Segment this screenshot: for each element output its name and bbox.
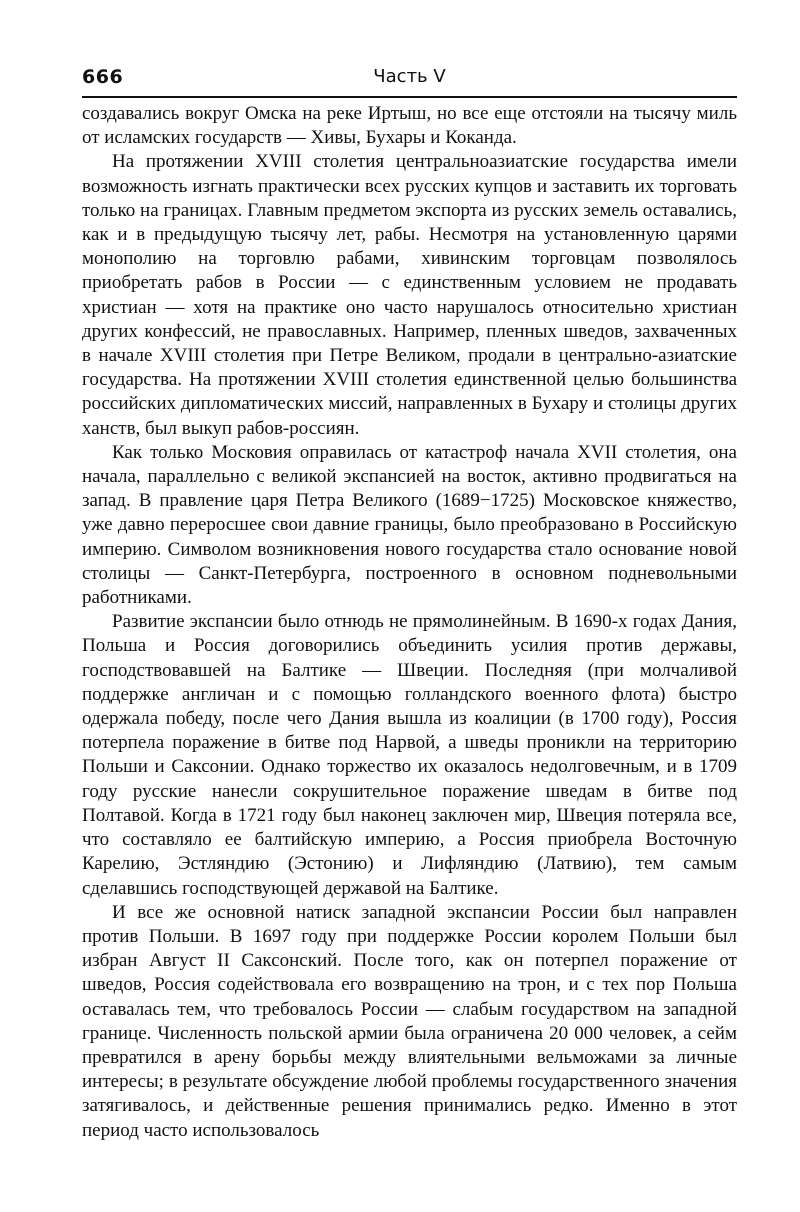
paragraph-northern-war: Развитие экспансии было отнюдь не прямолинейным. В 1690-х годах Дания, Польша и Россия договорились объединить усилия против державы, господствовавшей на Балтике — Швеции. Последняя (при молчаливой поддержке англичан и с помощью голландского военного флота) быстро одержала победу, после чего Дания вышла из коалиции (в 1700 году), Россия потерпела поражение в битве под Нарвой, а шведы проникли на территорию Польши и Саксонии. Однако торжество их оказалось недолговечным, и в 1709 году русские нанесли сокрушительное поражение шведам в битве под Полтавой. Когда в 1721 году был наконец заключен мир, Швеция потеряла все, что составляло ее балтийскую империю, а Россия приобрела Восточную Карелию, Эстляндию (Эстонию) и Лифляндию (Латвию), тем самым сделавшись господствующей державой на Балтике.: [82, 611, 737, 899]
part-title: Часть V: [373, 66, 446, 87]
paragraph-poland: И все же основной натиск западной экспансии России был направлен против Польши. В 1697 году при поддержке России королем Польши был избран Август II Саксонский. После того, как он потерпел поражение от шведов, Россия содействовала его возвращению на трон, и с тех пор Польша оставалась тем, что требовалось России — слабым государством на западной границе. Численность польской армии была ограничена 20 000 человек, а сейм превратился в арену борьбы между влиятельными вельможами за личные интересы; в результате обсуждение любой проблемы государственного значения затягивалось, и действенные решения принимались редко. Именно в этот период часто использовалось: [82, 901, 737, 1141]
paragraph-central-asian-states: На протяжении XVIII столетия центральноазиатские государства имели возможность изгнать практически всех русских купцов и заставить их торговать только на границах. Главным предметом экспорта из русских земель оставались, как и в предыдущую тысячу лет, рабы. Несмотря на установленную царями монополию на торговлю рабами, хивинским торговцам позволялось приобретать рабов в России — с единственным условием не продавать христиан — хотя на практике оно часто нарушалось относительно христиан других конфессий, не православных. Например, пленных шведов, захваченных в начале XVIII столетия при Петре Великом, продали в центрально-азиатские государства. На протяжении XVIII столетия единственной целью большинства российских дипломатических миссий, направленных в Бухару и столицы других ханств, был выкуп рабов-россиян.: [82, 151, 737, 439]
paragraph-westward-expansion: Как только Московия оправилась от катастроф начала XVII столетия, она начала, параллельно с великой экспансией на восток, активно продвигаться на запад. В правление царя Петра Великого (1689−1725) Московское княжество, уже давно переросшее свои давние границы, было преобразовано в Российскую империю. Символом возникновения нового государства стало основание новой столицы — Санкт-Петербурга, построенного в основном подневольными работниками.: [82, 441, 737, 609]
paragraph-continuation: создавались вокруг Омска на реке Иртыш, но все еще отстояли на тысячу миль от исламских государств — Хивы, Бухары и Коканда.: [82, 103, 737, 149]
body-text: [82, 102, 737, 1143]
book-page: [82, 62, 737, 1143]
running-header: [82, 62, 737, 98]
page-number: 666: [82, 66, 124, 88]
